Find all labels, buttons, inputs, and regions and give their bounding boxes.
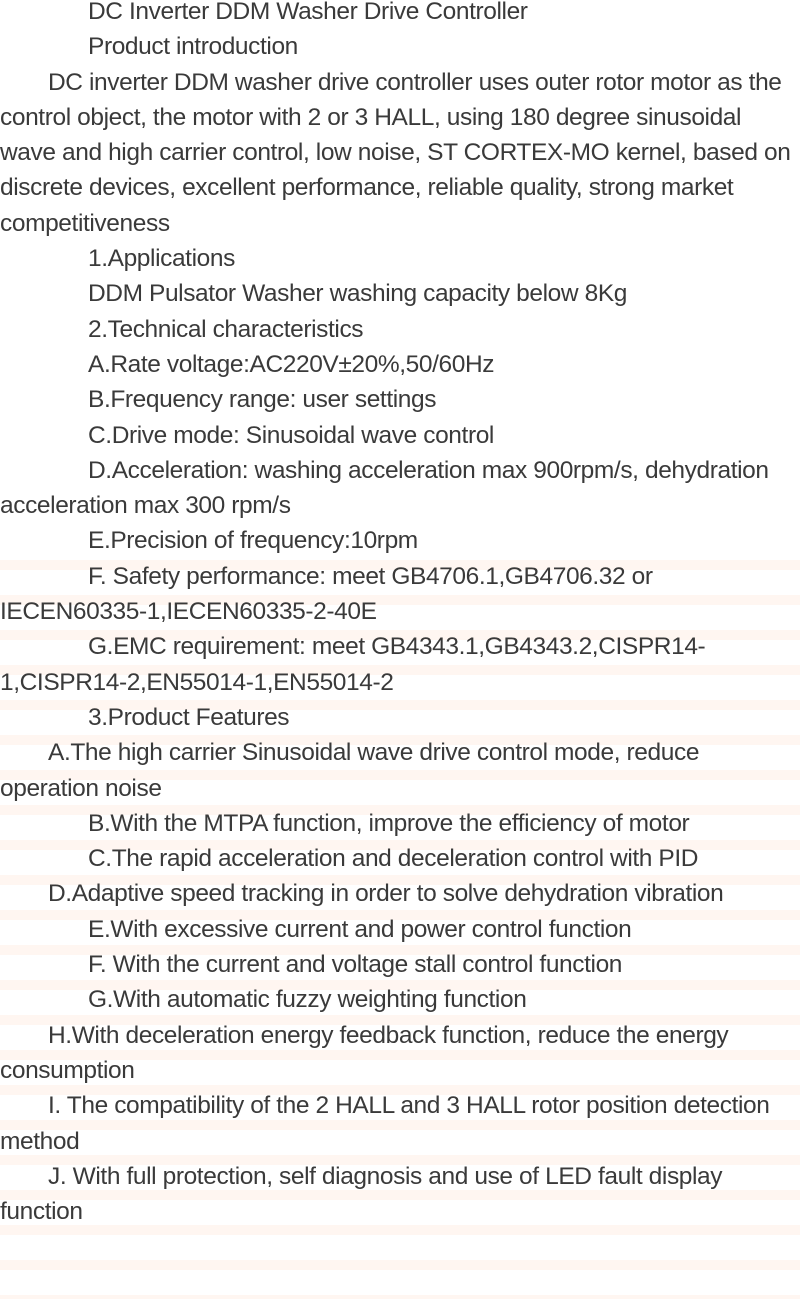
tech-item-rate-voltage: A.Rate voltage:AC220V±20%,50/60Hz — [88, 350, 495, 378]
feature-item-high-carrier: A.The high carrier Sinusoidal wave drive control mode, reduce operation noise — [0, 739, 700, 802]
intro-heading: Product introduction — [88, 33, 298, 61]
tech-heading: 2.Technical characteristics — [88, 315, 364, 343]
tech-item-safety: F. Safety performance: meet GB4706.1,GB4706.32 or IECEN60335-1,IECEN60335-2-40E — [0, 562, 653, 626]
feature-item-energy-feedback: H.With deceleration energy feedback function, reduce the energy consumption — [0, 1021, 729, 1084]
intro-paragraph: DC inverter DDM washer drive controller uses outer rotor motor as the control object, the motor with 2 or 3 HALL, using 180 degree sinusoidal wave and high carrier control, low noise, ST CORTEX-MO kernel, based on discrete devices, excellent performance, reliable quality, strong market competitiveness — [0, 68, 791, 237]
feature-item-led-fault: J. With full protection, self diagnosis and use of LED fault display function — [0, 1162, 723, 1226]
tech-item-precision: E.Precision of frequency:10rpm — [88, 527, 418, 555]
tech-item-drive-mode: C.Drive mode: Sinusoidal wave control — [88, 421, 494, 449]
feature-item-current-power: E.With excessive current and power control function — [88, 915, 632, 943]
applications-text: DDM Pulsator Washer washing capacity below 8Kg — [88, 280, 627, 308]
tech-item-acceleration: D.Acceleration: washing acceleration max 900rpm/s, dehydration acceleration max 300 rpm/s — [0, 456, 769, 520]
tech-item-emc: G.EMC requirement: meet GB4343.1,GB4343.2,CISPR14-1,CISPR14-2,EN55014-1,EN55014-2 — [0, 633, 706, 696]
applications-heading: 1.Applications — [88, 245, 235, 273]
tech-item-frequency-range: B.Frequency range: user settings — [88, 386, 437, 414]
feature-item-stall-control: F. With the current and voltage stall control function — [88, 951, 623, 979]
document-title: DC Inverter DDM Washer Drive Controller — [88, 0, 528, 25]
feature-item-hall-compatibility: I. The compatibility of the 2 HALL and 3 HALL rotor position detection method — [0, 1092, 770, 1155]
features-heading: 3.Product Features — [88, 703, 290, 731]
feature-item-fuzzy-weighting: G.With automatic fuzzy weighting function — [88, 986, 527, 1014]
feature-item-pid: C.The rapid acceleration and deceleration control with PID — [88, 845, 699, 873]
feature-item-mtpa: B.With the MTPA function, improve the efficiency of motor — [88, 809, 690, 837]
feature-item-speed-tracking: D.Adaptive speed tracking in order to solve dehydration vibration — [48, 880, 724, 908]
